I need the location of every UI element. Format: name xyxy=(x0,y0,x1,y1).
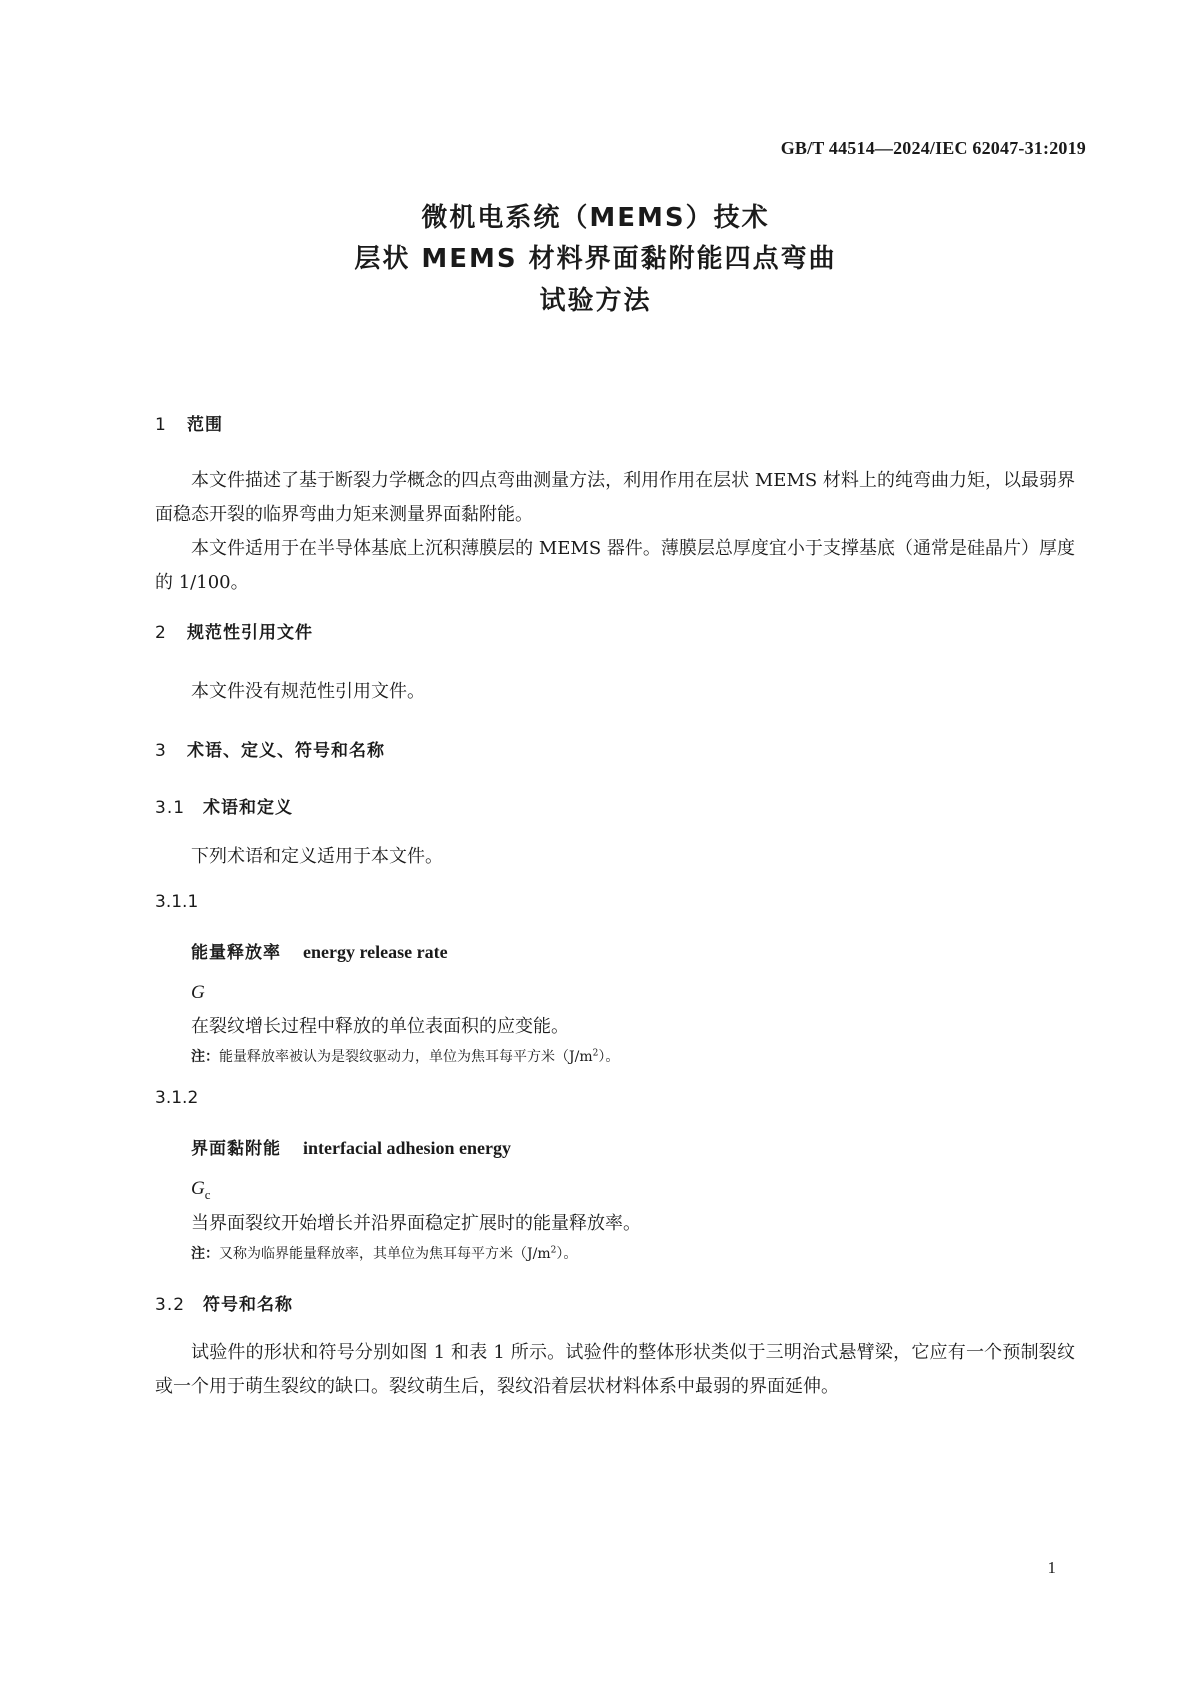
section-2-body xyxy=(155,675,1075,709)
note-text-end: ）。 xyxy=(556,1246,578,1262)
entry-3-1-2-number: 3.1.2 xyxy=(155,1088,199,1108)
note-superscript: 2 xyxy=(550,1245,557,1256)
term-chinese: 界面黏附能 xyxy=(191,1139,281,1159)
section-3-2-heading xyxy=(155,1290,293,1315)
title-line-1: 微机电系统（MEMS）技术 xyxy=(421,203,770,233)
term-english: interfacial adhesion energy xyxy=(303,1138,511,1158)
section-number: 1 xyxy=(155,415,167,435)
section-number: 3 xyxy=(155,741,167,761)
note-text: 又称为临界能量释放率，其单位为焦耳每平方米（J/m xyxy=(219,1246,551,1262)
section-title: 术语、定义、符号和名称 xyxy=(187,741,385,761)
term-3-1-1 xyxy=(191,938,448,963)
paragraph: 下列术语和定义适用于本文件。 xyxy=(191,846,443,867)
paragraph: 本文件没有规范性引用文件。 xyxy=(191,681,425,702)
symbol-base: G xyxy=(191,1178,205,1199)
section-number: 3.1 xyxy=(155,798,186,818)
section-3-1-body xyxy=(155,840,1075,874)
term-definition: 在裂纹增长过程中释放的单位表面积的应变能。 xyxy=(191,1016,569,1037)
term-symbol xyxy=(191,1178,211,1203)
title-line-2: 层状 MEMS 材料界面黏附能四点弯曲 xyxy=(354,244,837,274)
section-3-heading xyxy=(155,736,385,761)
section-3-1-heading xyxy=(155,793,293,818)
term-definition: 当界面裂纹开始增长并沿界面稳定扩展时的能量释放率。 xyxy=(191,1213,641,1234)
section-number: 2 xyxy=(155,623,167,643)
note-label: 注： xyxy=(191,1049,219,1065)
entry-3-1-1-number: 3.1.1 xyxy=(155,892,199,912)
term-symbol: G xyxy=(191,982,205,1003)
term-3-1-2 xyxy=(191,1134,511,1159)
section-2-heading xyxy=(155,618,313,643)
standard-number: GB/T 44514—2024/IEC 62047-31:2019 xyxy=(780,138,1086,158)
term-english: energy release rate xyxy=(303,942,448,962)
note-label: 注： xyxy=(191,1246,219,1262)
section-number: 3.2 xyxy=(155,1295,186,1315)
section-title: 范围 xyxy=(187,415,223,435)
section-3-2-body xyxy=(155,1336,1075,1404)
paragraph: 本文件描述了基于断裂力学概念的四点弯曲测量方法，利用作用在层状 MEMS 材料上的纯弯曲力矩，以最弱界面稳态开裂的临界弯曲力矩来测量界面黏附能。 xyxy=(155,470,1075,525)
term-chinese: 能量释放率 xyxy=(191,943,281,963)
section-title: 术语和定义 xyxy=(203,798,293,818)
note-text: 能量释放率被认为是裂纹驱动力，单位为焦耳每平方米（J/m xyxy=(219,1049,593,1065)
symbol-subscript: c xyxy=(204,1186,211,1202)
title-line-3: 试验方法 xyxy=(539,286,652,316)
section-1-body xyxy=(155,464,1075,600)
section-title: 规范性引用文件 xyxy=(187,623,313,643)
paragraph: 本文件适用于在半导体基底上沉积薄膜层的 MEMS 器件。薄膜层总厚度宜小于支撑基底（通常是硅晶片）厚度的 1/100。 xyxy=(155,538,1075,593)
section-title: 符号和名称 xyxy=(203,1295,293,1315)
term-note xyxy=(191,1046,619,1066)
note-text-end: ）。 xyxy=(598,1049,620,1065)
page-number: 1 xyxy=(1047,1558,1056,1577)
section-1-heading xyxy=(155,410,223,435)
note-superscript: 2 xyxy=(592,1048,599,1059)
term-note xyxy=(191,1243,577,1263)
paragraph: 试验件的形状和符号分别如图 1 和表 1 所示。试验件的整体形状类似于三明治式悬臂梁，它应有一个预制裂纹或一个用于萌生裂纹的缺口。裂纹萌生后，裂纹沿着层状材料体系中最弱的界面延伸。 xyxy=(155,1342,1075,1397)
